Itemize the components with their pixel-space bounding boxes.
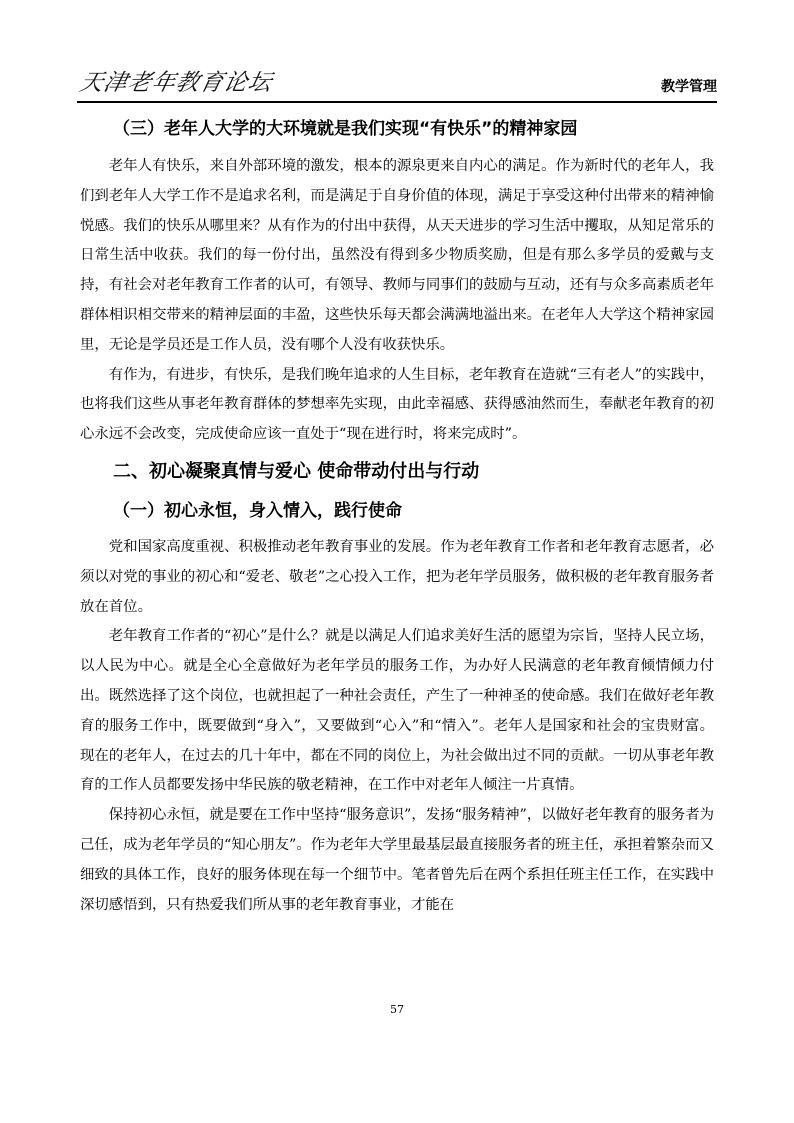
subheading-happiness-home: （三）老年人大学的大环境就是我们实现“有快乐”的精神家园 [113, 119, 578, 139]
journal-logo: 天津老年教育论坛 [77, 70, 275, 96]
paragraph-service-awareness: 保持初心永恒，就是要在工作中坚持“服务意识”，发扬“服务精神”，以做好老年教育的服务者为己任，成为老年学员的“知心朋友”。作为老年大学里最基层最直接服务者的班主任，承担着繁杂而又细致的具体工作，良好的服务体现在每一个细节中。笔者曾先后在两个系担任班主任工作，在实践中深切感悟到，只有热爱我们所从事的老年教育事业，才能在 [80, 807, 714, 913]
subheading-original-mission: （一）初心永恒，身入情入，践行使命 [113, 500, 402, 521]
article-body [80, 113, 714, 920]
paragraph-party-support: 党和国家高度重视、积极推动老年教育事业的发展。作为老年教育工作者和老年教育志愿者，必须以对党的事业的初心和“爱老、敬老”之心投入工作，把为老年学员服务，做积极的老年教育服务者放在首位。 [80, 538, 714, 615]
section-label: 教学管理 [661, 79, 717, 95]
paragraph-life-goals: 有作为，有进步，有快乐，是我们晚年追求的人生目标，老年教育在造就“三有老人”的实践中，也将我们这些从事老年教育群体的梦想率先实现，由此幸福感、获得感油然而生，奉献老年教育的初心永远不会改变，完成使命应该一直处于“现在进行时，将来完成时”。 [80, 366, 714, 443]
paragraph-original-intent: 老年教育工作者的“初心”是什么？就是以满足人们追求美好生活的愿望为宗旨，坚持人民立场，以人民为中心。就是全心全意做好为老年学员的服务工作，为办好人民满意的老年教育倾情倾力付出。既然选择了这个岗位，也就担起了一种社会责任，产生了一种神圣的使命感。我们在做好老年教育的服务工作中，既要做到“身入”，又要做到“心入”和“情入”。老年人是国家和社会的宝贵财富。现在的老年人，在过去的几十年中，都在不同的岗位上，为社会做出过不同的贡献。一切从事老年教育的工作人员都要发扬中华民族的敬老精神，在工作中对老年人倾注一片真情。 [80, 628, 714, 794]
page-header [77, 62, 717, 102]
header-divider [77, 101, 717, 103]
heading-section-two: 二、初心凝聚真情与爱心 使命带动付出与行动 [113, 460, 480, 482]
paragraph-happiness-source: 老年人有快乐，来自外部环境的激发，根本的源泉更来自内心的满足。作为新时代的老年人，我们到老年人大学工作不是追求名利，而是满足于自身价值的体现，满足于享受这种付出带来的精神愉悦感。我们的快乐从哪里来？从有作为的付出中获得，从天天进步的学习生活中攫取，从知足常乐的日常生活中收获。我们的每一份付出，虽然没有得到多少物质奖励，但是有那么多学员的爱戴与支持，有社会对老年教育工作者的认可，有领导、教师与同事们的鼓励与互动，还有与众多高素质老年群体相识相交带来的精神层面的丰盈，这些快乐每天都会满满地溢出来。在老年人大学这个精神家园里，无论是学员还是工作人员，没有哪个人没有收获快乐。 [80, 158, 714, 353]
page-number: 57 [390, 1003, 404, 1016]
